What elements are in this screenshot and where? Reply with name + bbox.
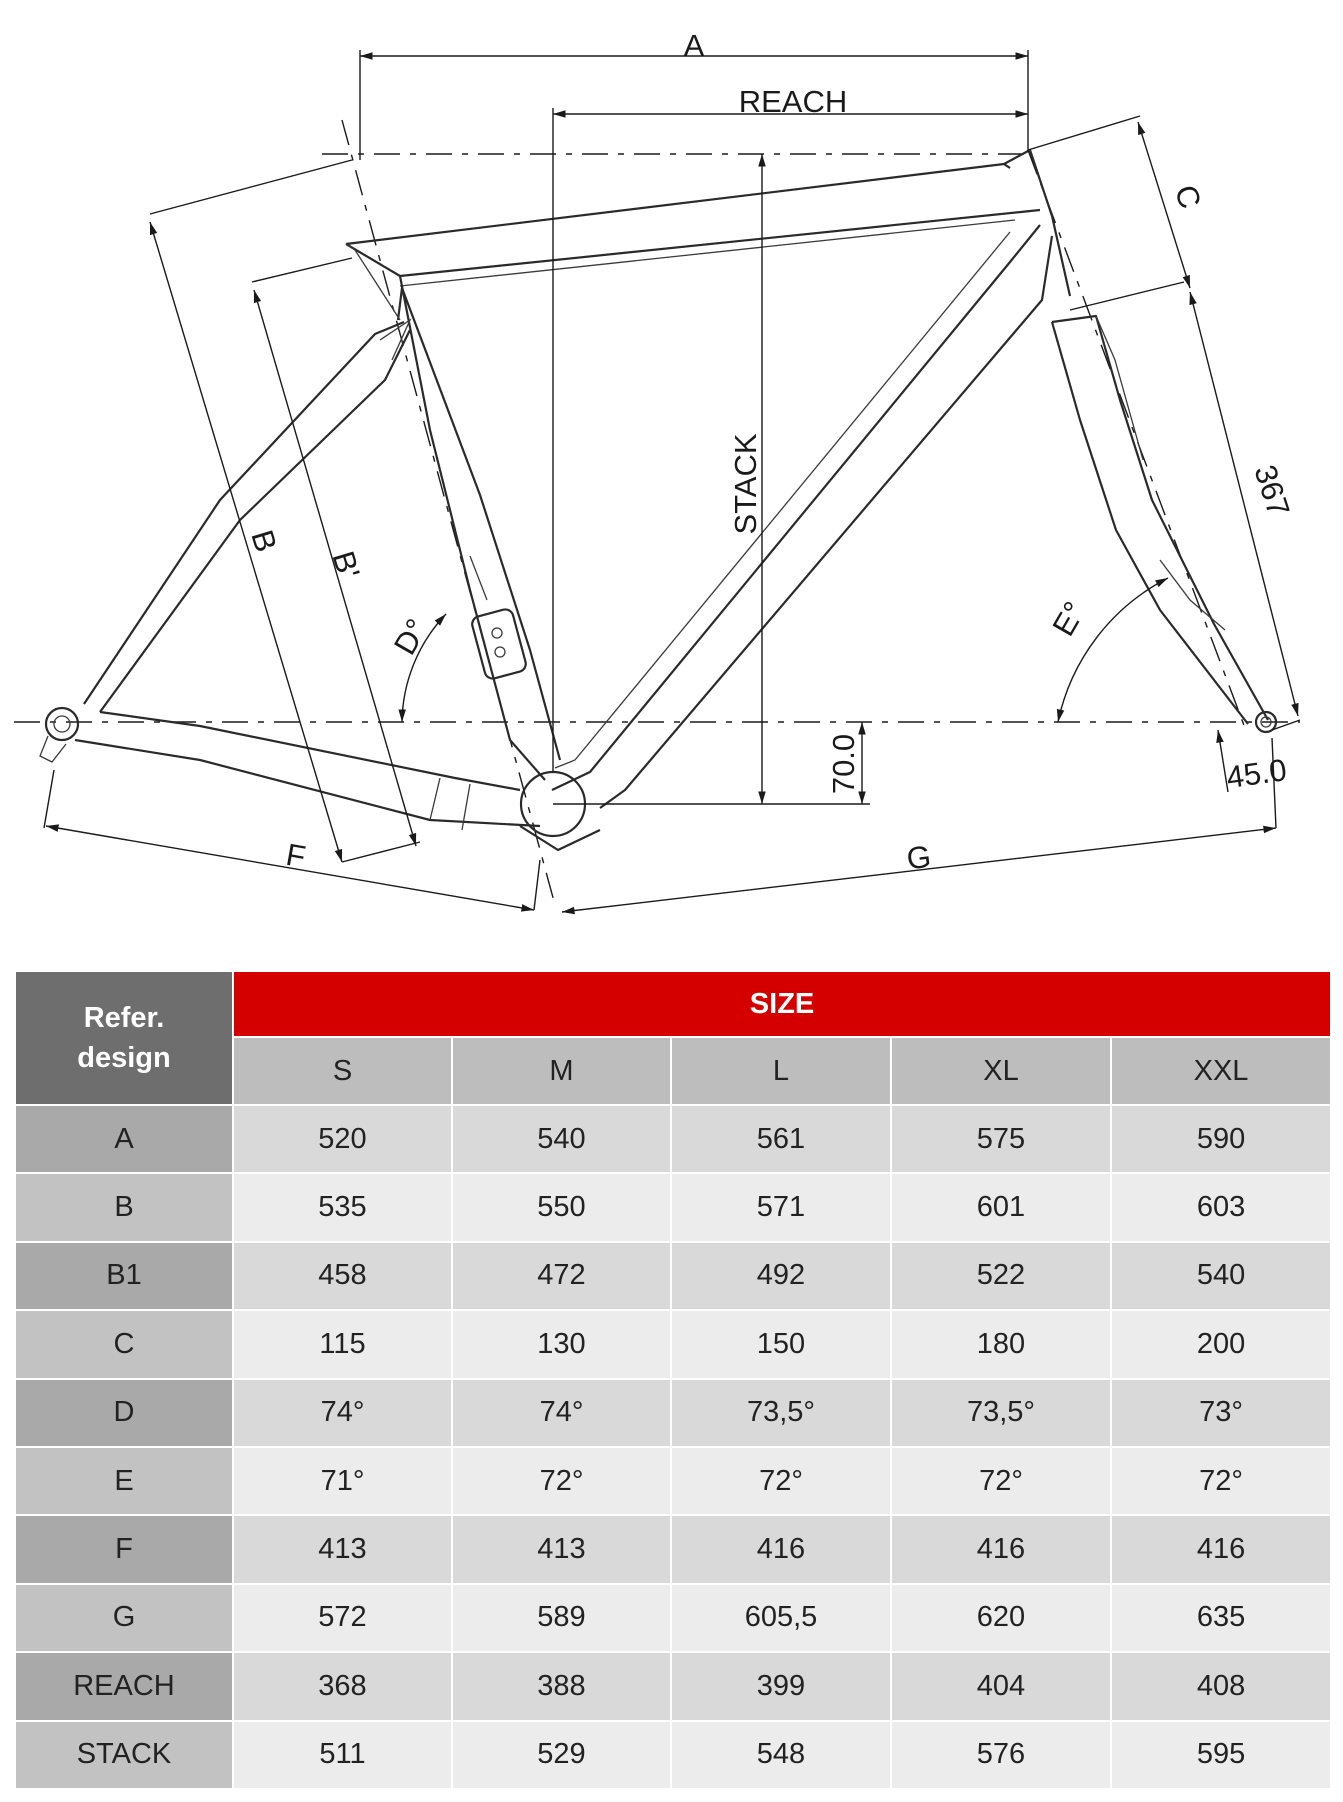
table-cell: 589 [452, 1584, 671, 1652]
table-row [15, 1652, 1331, 1720]
table-cell: 540 [1111, 1242, 1331, 1310]
label-g: G [904, 838, 933, 877]
table-cell: 72° [1111, 1447, 1331, 1515]
label-d: D° [387, 612, 435, 661]
table-cell: 130 [452, 1310, 671, 1378]
table-cell: 603 [1111, 1173, 1331, 1241]
table-cell: 404 [891, 1652, 1111, 1720]
table-cell: 550 [452, 1173, 671, 1241]
table-cell: 511 [233, 1721, 452, 1789]
row-label: G [15, 1584, 233, 1652]
label-f: F [283, 836, 309, 875]
table-cell: 180 [891, 1310, 1111, 1378]
table-cell: 200 [1111, 1310, 1331, 1378]
bike-frame [40, 150, 1276, 850]
row-label: A [15, 1105, 233, 1173]
table-row [15, 1584, 1331, 1652]
label-b1: B' [325, 547, 367, 583]
table-cell: 635 [1111, 1584, 1331, 1652]
row-label: STACK [15, 1721, 233, 1789]
table-cell: 601 [891, 1173, 1111, 1241]
table-row [15, 1515, 1331, 1583]
table-row [15, 1242, 1331, 1310]
table-row [15, 1173, 1331, 1241]
table-cell: 561 [671, 1105, 891, 1173]
row-label: F [15, 1515, 233, 1583]
table-cell: 540 [452, 1105, 671, 1173]
row-label: D [15, 1379, 233, 1447]
table-cell: 605,5 [671, 1584, 891, 1652]
table-cell: 572 [233, 1584, 452, 1652]
ref-header-line1: Refer. [83, 1002, 165, 1034]
table-cell: 576 [891, 1721, 1111, 1789]
table-cell: 368 [233, 1652, 452, 1720]
table-cell: 72° [891, 1447, 1111, 1515]
table-cell: 571 [671, 1173, 891, 1241]
size-m: M [452, 1037, 671, 1105]
row-label: B [15, 1173, 233, 1241]
table-cell: 416 [671, 1515, 891, 1583]
table-cell: 150 [671, 1310, 891, 1378]
table-cell: 590 [1111, 1105, 1331, 1173]
table-cell: 73,5° [671, 1379, 891, 1447]
label-stack: STACK [728, 433, 763, 535]
seat-tube-axis [342, 120, 555, 905]
table-cell: 416 [891, 1515, 1111, 1583]
table-cell: 492 [671, 1242, 891, 1310]
table-row [15, 1447, 1331, 1515]
table-cell: 413 [452, 1515, 671, 1583]
label-fork-length: 367 [1247, 460, 1297, 521]
row-label: B1 [15, 1242, 233, 1310]
label-b: B [244, 525, 284, 556]
table-cell: 408 [1111, 1652, 1331, 1720]
ref-header-line2: design [77, 1042, 171, 1074]
table-cell: 71° [233, 1447, 452, 1515]
label-e: E° [1045, 595, 1093, 642]
table-cell: 472 [452, 1242, 671, 1310]
size-xl: XL [891, 1037, 1111, 1105]
ref-design-header [15, 971, 233, 1105]
label-a: A [683, 28, 705, 63]
table-cell: 413 [233, 1515, 452, 1583]
table-cell: 399 [671, 1652, 891, 1720]
table-cell: 520 [233, 1105, 452, 1173]
table-cell: 74° [452, 1379, 671, 1447]
table-cell: 458 [233, 1242, 452, 1310]
table-cell: 575 [891, 1105, 1111, 1173]
geometry-table [14, 970, 1332, 1790]
table-cell: 620 [891, 1584, 1111, 1652]
row-label: E [15, 1447, 233, 1515]
label-reach: REACH [738, 84, 848, 119]
size-xxl: XXL [1111, 1037, 1331, 1105]
table-row [15, 1721, 1331, 1789]
size-s: S [233, 1037, 452, 1105]
table-cell: 522 [891, 1242, 1111, 1310]
table-cell: 74° [233, 1379, 452, 1447]
table-cell: 388 [452, 1652, 671, 1720]
row-label: REACH [15, 1652, 233, 1720]
size-l: L [671, 1037, 891, 1105]
label-fork-offset: 45.0 [1224, 752, 1289, 796]
row-label: C [15, 1310, 233, 1378]
table-cell: 529 [452, 1721, 671, 1789]
table-cell: 595 [1111, 1721, 1331, 1789]
table-cell: 73° [1111, 1379, 1331, 1447]
table-cell: 416 [1111, 1515, 1331, 1583]
label-bb-drop: 70.0 [826, 733, 861, 795]
label-c: C [1167, 180, 1209, 213]
table-row [15, 1105, 1331, 1173]
table-cell: 535 [233, 1173, 452, 1241]
size-header: SIZE [233, 971, 1331, 1037]
table-row [15, 1310, 1331, 1378]
table-row [15, 1379, 1331, 1447]
table-cell: 548 [671, 1721, 891, 1789]
table-cell: 115 [233, 1310, 452, 1378]
table-cell: 72° [671, 1447, 891, 1515]
table-cell: 72° [452, 1447, 671, 1515]
table-cell: 73,5° [891, 1379, 1111, 1447]
